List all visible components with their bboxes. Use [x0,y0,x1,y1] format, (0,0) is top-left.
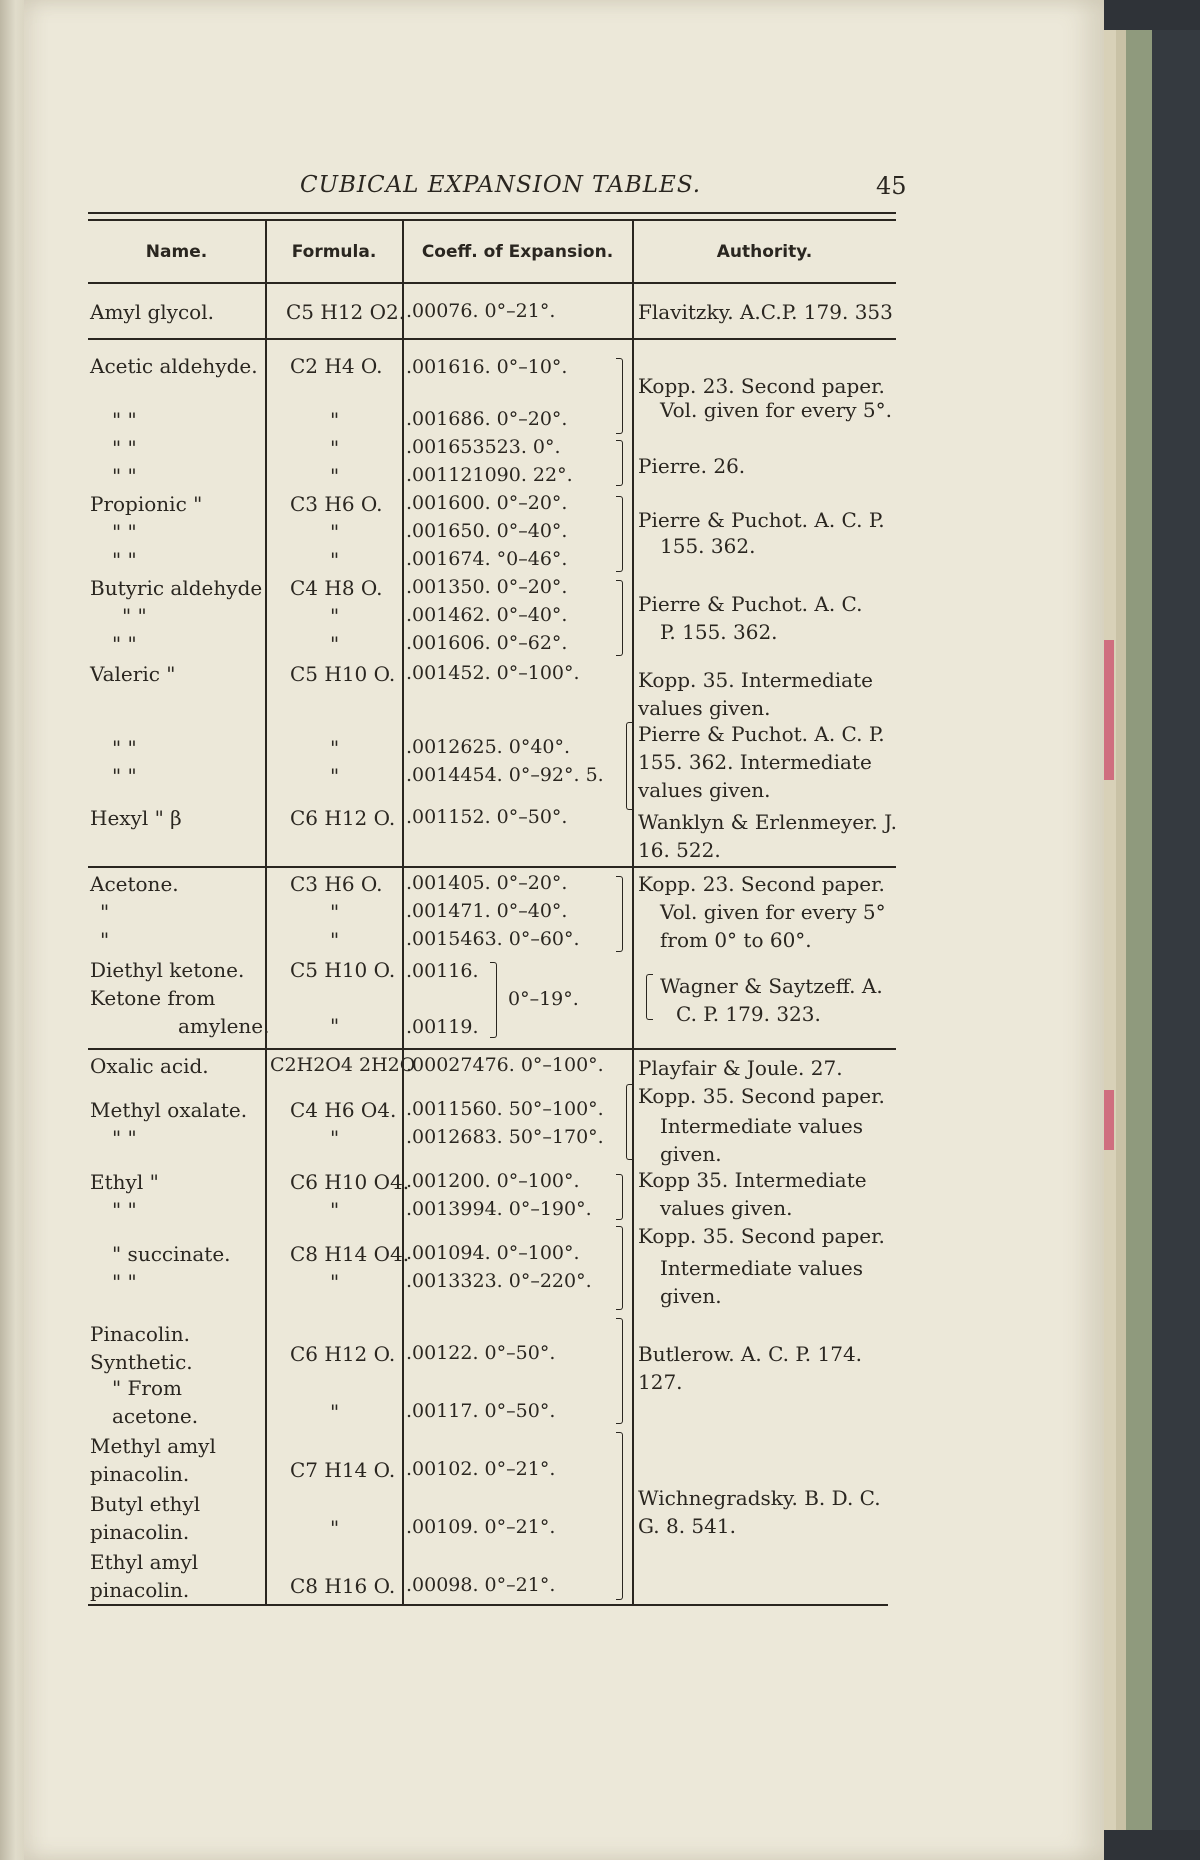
section-rule [88,338,896,340]
formula-cell: C4 H6 O4. [290,1098,397,1122]
table-bottom-rule [88,1604,888,1606]
brace [616,358,623,434]
coeff-cell: .001686. 0°–20°. [406,408,568,430]
authority-cell: Kopp 35. Intermediate [638,1168,867,1192]
running-head: CUBICAL EXPANSION TABLES. [300,172,702,198]
name-cell: Diethyl ketone. [90,958,245,982]
name-cell: " " [112,408,137,432]
authority-cell: values given. [660,1196,793,1220]
authority-cell: Pierre & Puchot. A. C. P. 155. 362. Intermediate values given. [638,722,885,802]
brace [616,1226,623,1310]
coeff-cell: .0013323. 0°–220°. [406,1270,592,1292]
section-rule [88,866,896,868]
coeff-cell: .00027476. 0°–100°. [406,1054,604,1076]
authority-cell: Kopp. 35. Second paper. [638,1224,885,1248]
formula-cell: C2 H4 O. [290,354,383,378]
formula-cell: " [330,1270,340,1294]
name-cell: " " [112,548,137,572]
coeff-cell: .00116. [406,960,479,982]
authority-cell: Kopp. 23. Second paper. [638,872,885,896]
name-cell: " [100,928,110,952]
name-cell: Valeric " [90,662,176,686]
coeff-cell: .001094. 0°–100°. [406,1242,580,1264]
formula-cell: " [330,604,340,628]
formula-cell: " [330,1516,340,1540]
coeff-cell: .0012683. 50°–170°. [406,1126,604,1148]
name-cell: " " [112,1126,137,1150]
coeff-cell: .001653523. 0°. [406,436,561,458]
formula-cell: " [330,548,340,572]
formula-cell: " [330,436,340,460]
name-cell: " " [112,1198,137,1222]
formula-cell: C6 H12 O. [290,1342,396,1366]
name-cell: " succinate. [112,1242,231,1266]
authority-cell: Wichnegradsky. B. D. C. G. 8. 541. [638,1486,881,1538]
coeff-cell: 0°–19°. [508,988,579,1010]
coeff-cell: .001674. °0–46°. [406,548,568,570]
book-gutter [0,0,26,1860]
coeff-cell: .00098. 0°–21°. [406,1574,556,1596]
authority-cell: Kopp. 35. Second paper. [638,1084,885,1108]
page-edge [1116,30,1126,1830]
coeff-cell: .001350. 0°–20°. [406,576,568,598]
authority-cell: 155. 362. [660,534,756,558]
brace [616,1318,623,1424]
formula-cell: C4 H8 O. [290,576,383,600]
name-cell: Ketone from [90,986,216,1010]
coeff-cell: .0014454. 0°–92°. 5. [406,764,604,786]
formula-cell: " [330,632,340,656]
column-rule [402,220,404,1604]
authority-cell: Intermediate values given. [660,1114,863,1166]
formula-cell: C2H2O4 2H2O [270,1054,416,1076]
coeff-cell: .00102. 0°–21°. [406,1458,556,1480]
name-cell: " " [122,604,147,628]
name-cell: Hexyl " β [90,806,182,830]
authority-cell: P. 155. 362. [660,620,778,644]
brace [616,876,623,952]
coeff-cell: .001152. 0°–50°. [406,806,568,828]
authority-cell: Butlerow. A. C. P. 174. 127. [638,1342,863,1394]
name-cell: Amyl glycol. [90,300,214,324]
formula-cell: C5 H12 O2. [286,300,406,324]
name-cell: Acetone. [90,872,179,896]
formula-cell: " [330,736,340,760]
authority-cell: Flavitzky. A.C.P. 179. 353 [638,300,893,324]
authority-cell: Pierre. 26. [638,454,746,478]
name-cell: Ethyl amyl pinacolin. [90,1550,199,1602]
coeff-cell: .00076. 0°–21°. [406,300,556,322]
formula-cell: " [330,1126,340,1150]
name-cell: " " [112,1270,137,1294]
formula-cell: C7 H14 O. [290,1458,396,1482]
formula-cell: " [330,1400,340,1424]
name-cell: Pinacolin. Synthetic. [90,1322,193,1374]
brace [490,962,497,1038]
coeff-cell: .001650. 0°–40°. [406,520,568,542]
column-header-coeff: Coeff. of Expansion. [421,242,614,262]
name-cell: " " [112,436,137,460]
coeff-cell: .0015463. 0°–60°. [406,928,580,950]
coeff-cell: .001616. 0°–10°. [406,356,568,378]
book-cover [1152,30,1200,1830]
coeff-cell: .001405. 0°–20°. [406,872,568,894]
authority-cell: Vol. given for every 5°. [660,398,892,422]
brace [616,1174,623,1220]
coeff-cell: .00119. [406,1016,479,1038]
table-top-rule [88,219,896,221]
formula-cell: " [330,1014,340,1038]
brace [616,1432,623,1600]
coeff-cell: .00117. 0°–50°. [406,1400,556,1422]
section-rule [88,1048,896,1050]
name-cell: " " [112,520,137,544]
name-cell: Methyl oxalate. [90,1098,248,1122]
authority-cell: Kopp. 35. Intermediate values given. [638,668,873,720]
name-cell: Butyl ethyl pinacolin. [90,1492,201,1544]
formula-cell: C6 H12 O. [290,806,396,830]
formula-cell: C6 H10 O4. [290,1170,410,1194]
coeff-cell: .00109. 0°–21°. [406,1516,556,1538]
formula-cell: C5 H10 O. [290,958,396,982]
name-cell: " " [112,736,137,760]
formula-cell: " [330,464,340,488]
coeff-cell: .001462. 0°–40°. [406,604,568,626]
coeff-cell: .001600. 0°–20°. [406,492,568,514]
coeff-cell: .00122. 0°–50°. [406,1342,556,1364]
authority-cell: Vol. given for every 5° [660,900,886,924]
table-top-rule [88,212,896,214]
name-cell: amylene. [178,1014,270,1038]
coeff-cell: .001452. 0°–100°. [406,662,580,684]
authority-cell: Pierre & Puchot. A. C. P. [638,508,885,532]
name-cell: Butyric aldehyde [90,576,263,600]
name-cell: " " [112,764,137,788]
authority-cell: Playfair & Joule. 27. [638,1056,843,1080]
coeff-cell: .001471. 0°–40°. [406,900,568,922]
book-cover-edge [1126,30,1152,1830]
name-cell: " [100,900,110,924]
coeff-cell: .0011560. 50°–100°. [406,1098,604,1120]
brace [616,496,623,572]
authority-cell: Wanklyn & Erlenmeyer. J. 16. 522. [638,810,897,862]
column-rule [632,220,634,1604]
name-cell: Acetic aldehyde. [90,354,258,378]
header-rule [88,282,896,284]
authority-cell: Wagner & Saytzeff. A. [660,974,883,998]
formula-cell: " [330,900,340,924]
formula-cell: C8 H16 O. [290,1574,396,1598]
brace [616,440,623,486]
brace [626,722,633,810]
authority-cell: Pierre & Puchot. A. C. [638,592,863,616]
name-cell: Methyl amyl pinacolin. [90,1434,216,1486]
brace [616,580,623,656]
name-cell: " " [112,464,137,488]
authority-cell: Intermediate values given. [660,1256,863,1308]
name-cell: " From acetone. [112,1376,199,1428]
authority-cell: from 0° to 60°. [660,928,812,952]
name-cell: " " [112,632,137,656]
formula-cell: " [330,408,340,432]
formula-cell: C3 H6 O. [290,492,383,516]
column-rule [265,220,267,1604]
column-header-formula: Formula. [291,242,377,262]
authority-cell: Kopp. 23. Second paper. [638,374,885,398]
coeff-cell: .0013994. 0°–190°. [406,1198,592,1220]
coeff-cell: .001121090. 22°. [406,464,573,486]
formula-cell: " [330,1198,340,1222]
coeff-cell: .001606. 0°–62°. [406,632,568,654]
formula-cell: " [330,764,340,788]
formula-cell: " [330,520,340,544]
column-header-name: Name. [145,242,208,262]
page-number: 45 [876,172,907,200]
brace [626,1084,633,1160]
formula-cell: C8 H14 O4. [290,1242,410,1266]
column-header-authority: Authority. [716,242,813,262]
formula-cell: C5 H10 O. [290,662,396,686]
authority-cell: C. P. 179. 323. [676,1002,821,1026]
brace [646,974,653,1020]
name-cell: Oxalic acid. [90,1054,209,1078]
formula-cell: C3 H6 O. [290,872,383,896]
name-cell: Propionic " [90,492,203,516]
coeff-cell: .001200. 0°–100°. [406,1170,580,1192]
formula-cell: " [330,928,340,952]
coeff-cell: .0012625. 0°40°. [406,736,571,758]
name-cell: Ethyl " [90,1170,159,1194]
